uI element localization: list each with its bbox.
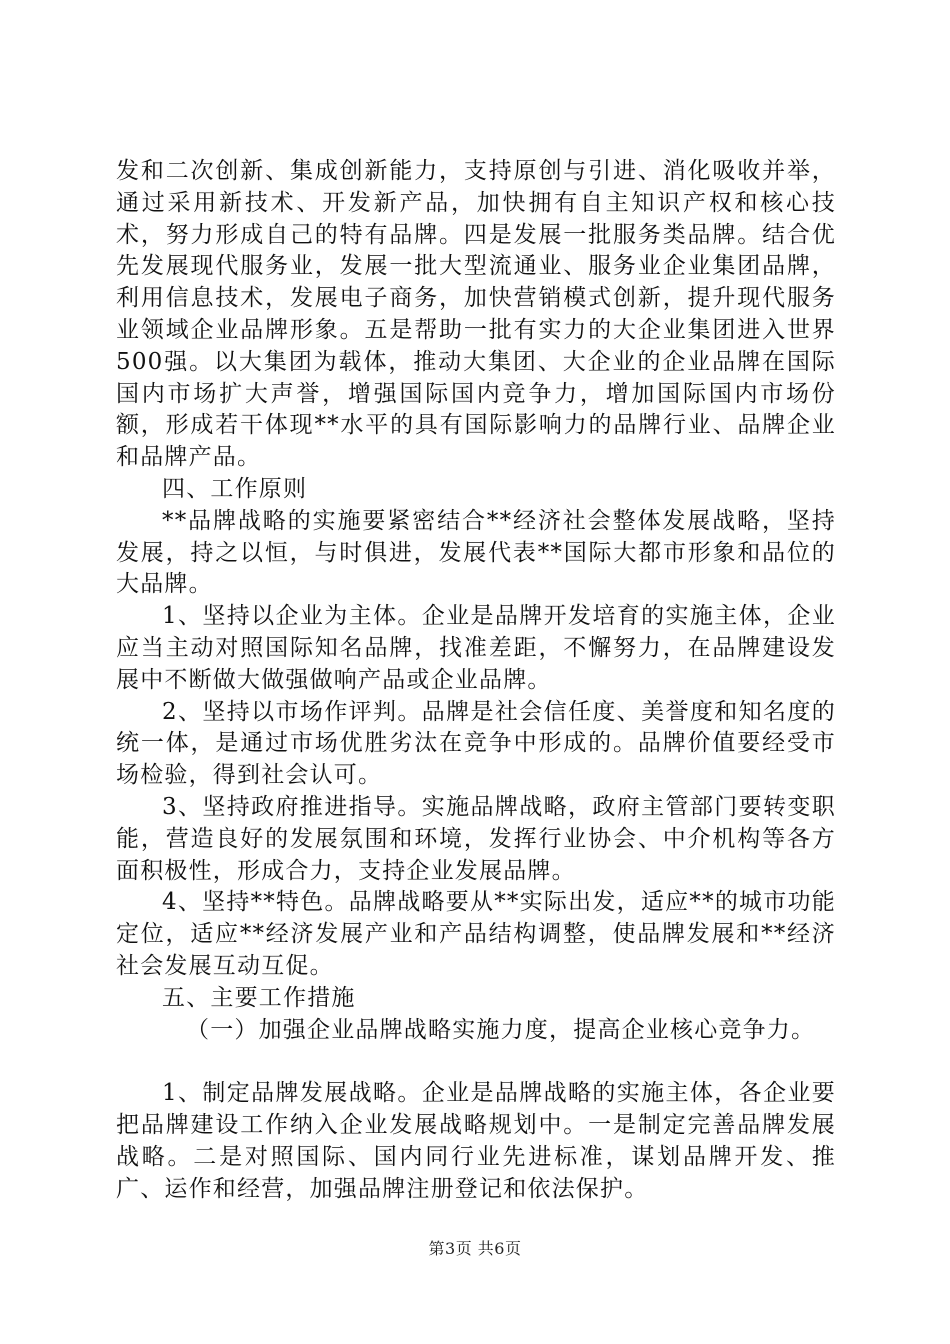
paragraph-continuation: 发和二次创新、集成创新能力，支持原创与引进、消化吸收并举，通过采用新技术、开发新产品，加快拥有自主知识产权和核心技术，努力形成自己的特有品牌。四是发展一批服务类品牌。结合优先发展现代服务业，发展一批大型流通业、服务业企业集团品牌，利用信息技术，发展电子商务，加快营销模式创新，提升现代服务业领域企业品牌形象。五是帮助一批有实力的大企业集团进入世界500强。以大集团为载体，推动大集团、大企业的企业品牌在国际国内市场扩大声誉，增强国际国内竞争力，增加国际国内市场份额，形成若干体现**水平的具有国际影响力的品牌行业、品牌企业和品牌产品。 (116, 158, 836, 471)
paragraph-principle-3: 3、坚持政府推进指导。实施品牌战略，政府主管部门要转变职能，营造良好的发展氛围和环境，发挥行业协会、中介机构等各方面积极性，形成合力，支持企业发展品牌。 (116, 793, 836, 884)
page-number-footer: 第3页 共6页 (428, 1239, 522, 1258)
blank-line (116, 1046, 836, 1078)
paragraph-principle-4: 4、坚持**特色。品牌战略要从**实际出发，适应**的城市功能定位，适应**经济发展产业和产品结构调整，使品牌发展和**经济社会发展互动互促。 (116, 889, 836, 979)
paragraph-principle-2: 2、坚持以市场作评判。品牌是社会信任度、美誉度和知名度的统一体，是通过市场优胜劣汰在竞争中形成的。品牌价值要经受市场检验，得到社会认可。 (116, 698, 836, 789)
paragraph-principle-1: 1、坚持以企业为主体。企业是品牌开发培育的实施主体，企业应当主动对照国际知名品牌，找准差距，不懈努力，在品牌建设发展中不断做大做强做响产品或企业品牌。 (116, 603, 836, 693)
paragraph-measure-1: 1、制定品牌发展战略。企业是品牌战略的实施主体，各企业要把品牌建设工作纳入企业发展战略规划中。一是制定完善品牌发展战略。二是对照国际、国内同行业先进标准，谋划品牌开发、推广、运作和经营，加强品牌注册登记和依法保护。 (116, 1080, 836, 1202)
paragraph-principles-intro: **品牌战略的实施要紧密结合**经济社会整体发展战略，坚持发展，持之以恒，与时俱进，发展代表**国际大都市形象和品位的大品牌。 (116, 507, 836, 598)
section-heading-main-measures: 五、主要工作措施 (162, 984, 356, 1011)
section-heading-work-principles: 四、工作原则 (162, 475, 308, 502)
subsection-heading-1: （一）加强企业品牌战略实施力度，提高企业核心竞争力。 (186, 1016, 816, 1043)
document-body (116, 156, 836, 1205)
